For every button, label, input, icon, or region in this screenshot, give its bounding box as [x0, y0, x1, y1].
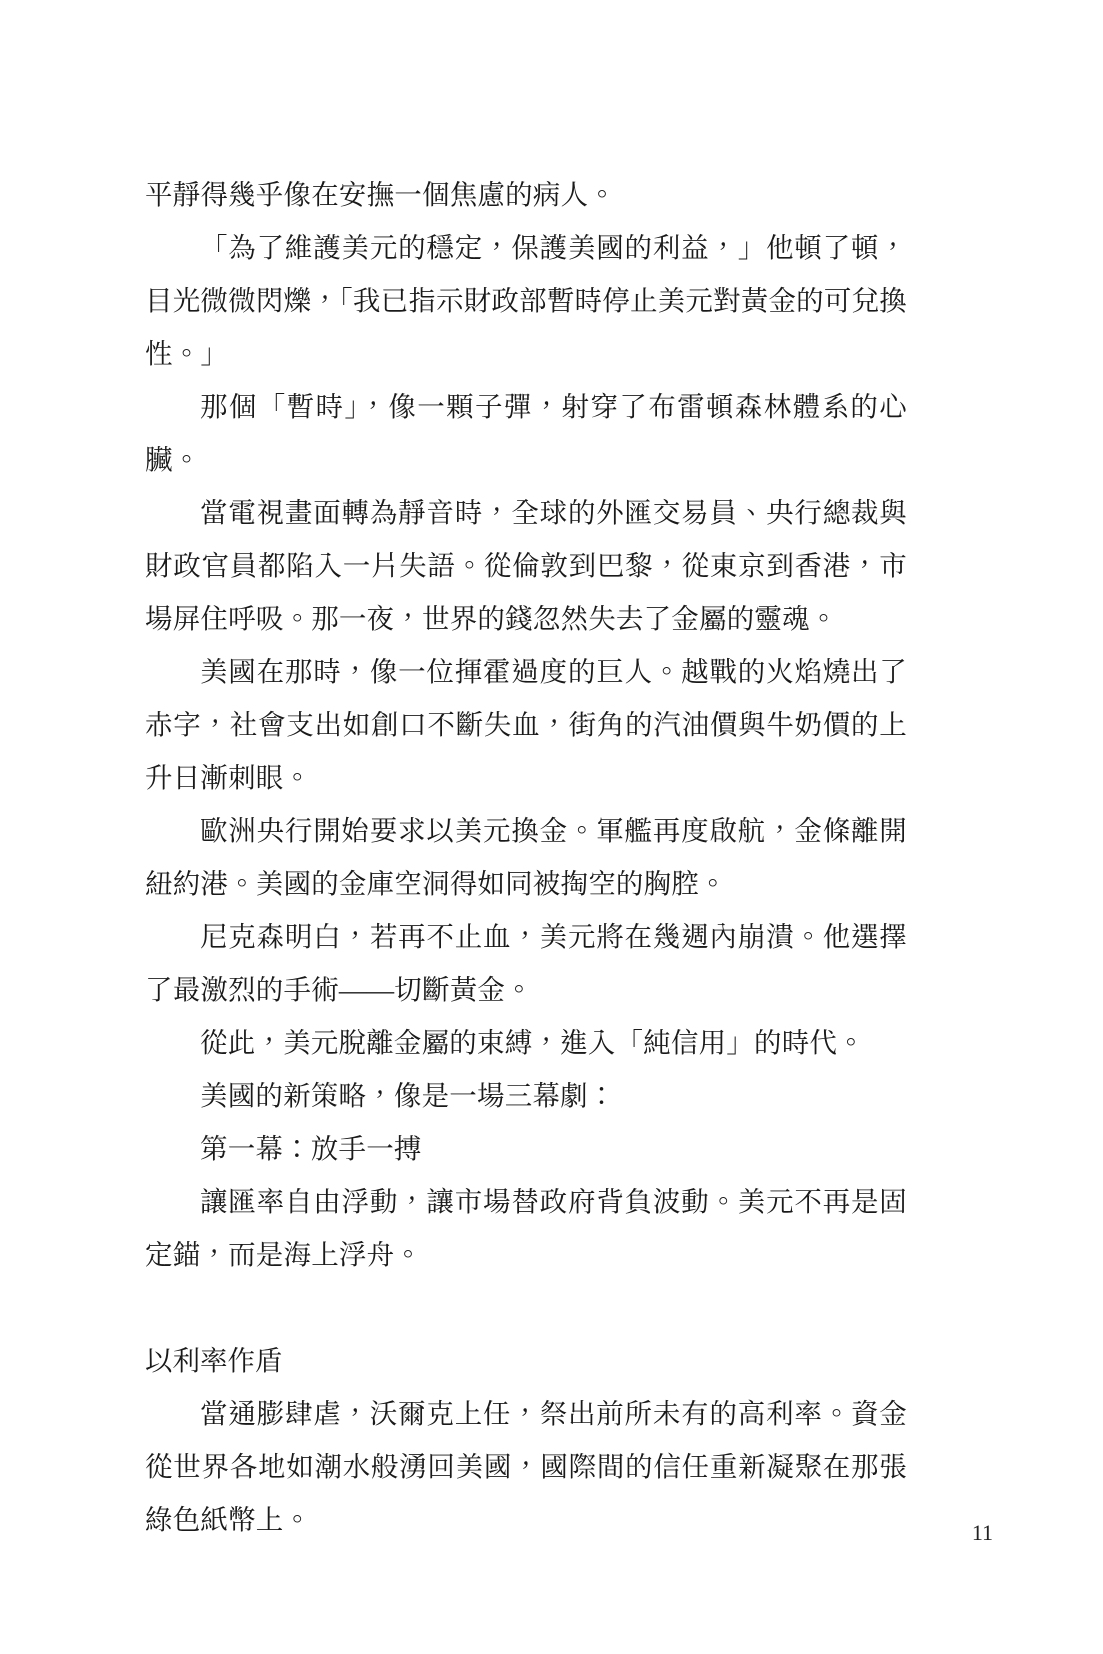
paragraph: 「為了維護美元的穩定，保護美國的利益，」他頓了頓，目光微微閃爍，「我已指示財政部暫時停止美元對黃金的可兌換性。」: [145, 232, 907, 369]
paragraph: 那個「暫時」，像一顆子彈，射穿了布雷頓森林體系的心臟。: [145, 391, 907, 475]
paragraph: 尼克森明白，若再不止血，美元將在幾週內崩潰。他選擇了最激烈的手術——切斷黃金。: [145, 921, 907, 1005]
section-heading: 以利率作盾: [145, 1345, 283, 1376]
paragraph: 從此，美元脫離金屬的束縛，進入「純信用」的時代。: [200, 1027, 865, 1058]
page-number: 11: [971, 1520, 993, 1545]
paragraph: 當通膨肆虐，沃爾克上任，祭出前所未有的高利率。資金從世界各地如潮水般湧回美國，國際間的信任重新凝聚在那張綠色紙幣上。: [145, 1398, 907, 1535]
paragraph: 平靜得幾乎像在安撫一個焦慮的病人。: [145, 179, 616, 210]
paragraph: 第一幕：放手一搏: [200, 1133, 422, 1164]
paragraph: 美國在那時，像一位揮霍過度的巨人。越戰的火焰燒出了赤字，社會支出如創口不斷失血，街角的汽油價與牛奶價的上升日漸刺眼。: [145, 656, 907, 793]
paragraph-spacer: [145, 1281, 907, 1334]
paragraph: 美國的新策略，像是一場三幕劇：: [200, 1080, 616, 1111]
text-column: [145, 168, 907, 1546]
paragraph: 讓匯率自由浮動，讓市場替政府背負波動。美元不再是固定錨，而是海上浮舟。: [145, 1186, 907, 1270]
paragraph: 歐洲央行開始要求以美元換金。軍艦再度啟航，金條離開紐約港。美國的金庫空洞得如同被掏空的胸腔。: [145, 815, 907, 899]
paragraph: 當電視畫面轉為靜音時，全球的外匯交易員、央行總裁與財政官員都陷入一片失語。從倫敦到巴黎，從東京到香港，市場屏住呼吸。那一夜，世界的錢忽然失去了金屬的靈魂。: [145, 497, 907, 634]
